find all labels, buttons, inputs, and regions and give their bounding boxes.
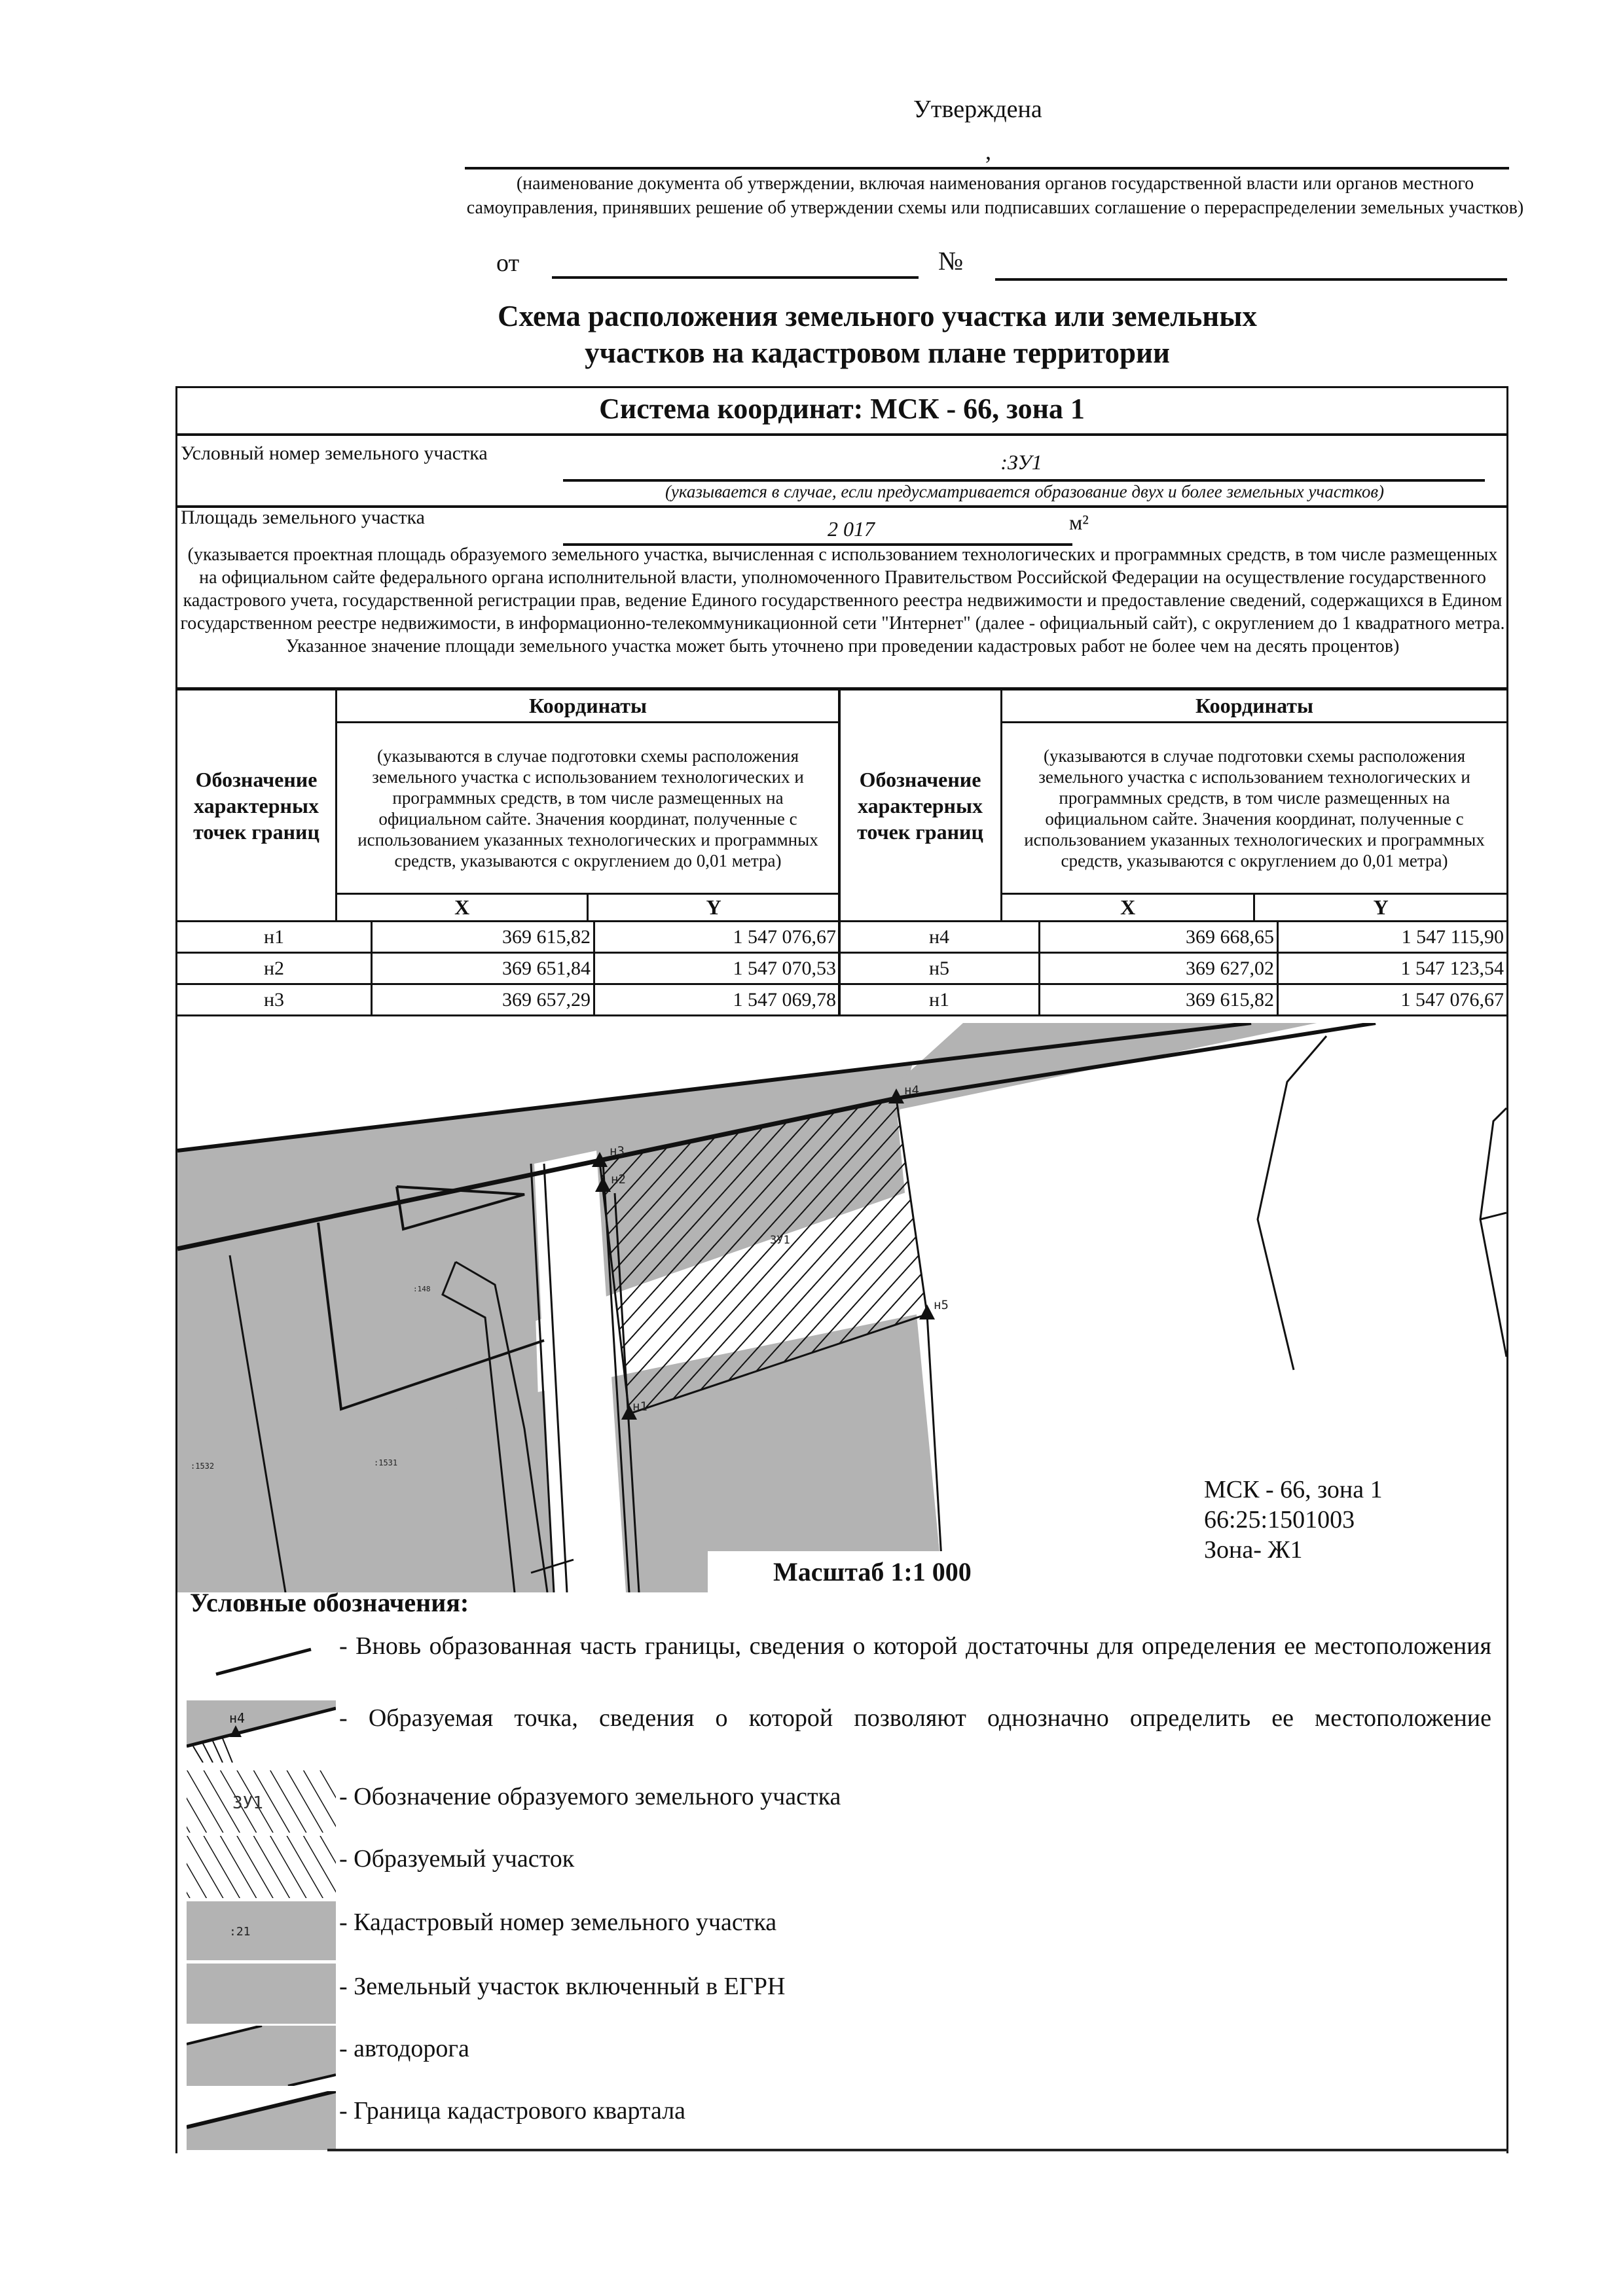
point-cell: н1	[177, 922, 372, 953]
coords-header: Координаты	[1002, 690, 1508, 723]
svg-text:ЗУ1: ЗУ1	[232, 1793, 263, 1813]
formed-parcel-icon	[187, 1836, 336, 1898]
quarter-boundary-icon	[187, 2091, 336, 2150]
legend-item-parcel-designation: - Обозначение образуемого земельного участка	[339, 1783, 841, 1810]
x-header: X	[337, 894, 588, 922]
approved-heading: Утверждена	[913, 96, 1042, 123]
legend-item-egrn-parcel: - Земельный участок включенный в ЕГРН	[339, 1973, 786, 2000]
table-row	[177, 953, 840, 984]
sample-label: н4	[229, 1710, 246, 1726]
title-line-2: участков на кадастровом плане территории	[585, 336, 1170, 369]
parcel-designation-icon	[187, 1770, 336, 1833]
cadastral-map	[177, 1023, 1506, 1592]
number-label: №	[938, 246, 964, 276]
x-header: X	[1002, 894, 1254, 922]
parcel-number-label: Условный номер земельного участка	[181, 442, 488, 464]
approval-note: (наименование документа об утверждении, включая наименования органов государственной власти или органов местного самоуправления, принявших решение об утверждении схемы или подписавших соглашение о перераспределении земельных участков)	[466, 173, 1524, 218]
parcel-area-label: Площадь земельного участка	[181, 507, 425, 528]
new-boundary-line-icon	[187, 1630, 336, 1682]
y-cell: 1 547 069,78	[594, 984, 840, 1016]
approval-document-line[interactable]	[465, 167, 1509, 170]
point-cell: н2	[177, 953, 372, 984]
point-label-n4: н4	[904, 1083, 919, 1098]
y-cell: 1 547 070,53	[594, 953, 840, 984]
point-cell: н3	[177, 984, 372, 1016]
legend-item-quarter-boundary: - Граница кадастрового квартала	[339, 2097, 686, 2125]
document-title	[367, 298, 1388, 371]
y-cell: 1 547 115,90	[1278, 922, 1508, 953]
map-info-crs: МСК - 66, зона 1	[1204, 1476, 1383, 1503]
x-cell: 369 651,84	[372, 953, 594, 984]
point-cell: н1	[839, 984, 1040, 1016]
coords-table-right	[838, 689, 1508, 922]
title-line-1: Схема расположения земельного участка или земельных	[498, 300, 1257, 332]
point-header: Обозначение характерных точек границ	[177, 690, 337, 922]
road-icon	[187, 2026, 336, 2086]
parcel-area-note: (указывается проектная площадь образуемого земельного участка, вычисленная с использованием технологических и программных средств, в том числе размещенных на официальном сайте федерального органа исполнительной власти, уполномоченного Правительством Российской Федерации на осуществление государственного кадастрового учета, государственной регистрации прав, ведение Единого государственного реестра недвижимости и предоставление сведений, содержащихся в Едином государственном реестре недвижимости, в информационно-телекоммуникационной сети "Интернет" (далее - официальный сайт), с округлением до 1 квадратного метра. Указанное значение площади земельного участка может быть уточнено при проведении кадастровых работ не более чем на десять процентов)	[180, 545, 1505, 656]
x-cell: 369 615,82	[372, 922, 594, 953]
neighbor-label-148: :148	[413, 1285, 431, 1293]
parcel-label-zu1: ЗУ1	[770, 1234, 790, 1247]
coordinate-system-heading: Система координат: МСК - 66, зона 1	[175, 386, 1508, 436]
svg-text::21: :21	[229, 1925, 251, 1939]
legend-item-road: - автодорога	[339, 2035, 469, 2062]
date-label: от	[496, 249, 520, 277]
formed-point-icon	[187, 1700, 336, 1763]
y-cell: 1 547 076,67	[594, 922, 840, 953]
point-label-n5: н5	[934, 1298, 949, 1312]
legend-item-formed-parcel: - Образуемый участок	[339, 1845, 575, 1873]
point-cell: н4	[839, 922, 1040, 953]
y-cell: 1 547 123,54	[1278, 953, 1508, 984]
x-cell: 369 657,29	[372, 984, 594, 1016]
table-row	[177, 922, 840, 953]
coords-note: (указываются в случае подготовки схемы расположения земельного участка с использованием технологических и программных средств, в том числе размещенных на официальном сайте. Значения координат, полученные с использованием указанных технологических и программных средств, указываются с округлением до 0,01 метра)	[337, 723, 840, 894]
x-cell: 369 627,02	[1040, 953, 1278, 984]
date-field-line[interactable]	[552, 276, 919, 279]
legend-item-formed-point: - Образуемая точка, сведения о которой позволяют однозначно определить ее местоположение	[339, 1704, 1491, 1732]
approval-comma: ,	[985, 138, 991, 164]
frame-bottom-line	[327, 2149, 1508, 2151]
coords-header: Координаты	[337, 690, 840, 723]
table-row	[839, 922, 1508, 953]
y-cell: 1 547 076,67	[1278, 984, 1508, 1016]
legend-title: Условные обозначения:	[190, 1588, 469, 1617]
parcel-number-value: :ЗУ1	[1000, 450, 1042, 474]
legend-item-cadastral-number: - Кадастровый номер земельного участка	[339, 1909, 777, 1936]
x-cell: 369 615,82	[1040, 984, 1278, 1016]
x-cell: 369 668,65	[1040, 922, 1278, 953]
map-info-zone: Зона- Ж1	[1204, 1536, 1303, 1564]
y-header: Y	[1254, 894, 1508, 922]
egrn-parcel-icon	[187, 1964, 336, 2024]
point-label-n3: н3	[610, 1144, 625, 1158]
cadastral-number-icon	[187, 1901, 336, 1960]
coords-note: (указываются в случае подготовки схемы расположения земельного участка с использованием технологических и программных средств, в том числе размещенных на официальном сайте. Значения координат, полученные с использованием указанных технологических и программных средств, указываются с округлением до 0,01 метра)	[1002, 723, 1508, 894]
neighbor-label-1531: :1531	[374, 1458, 398, 1467]
table-row	[839, 984, 1508, 1016]
point-label-n1: н1	[632, 1399, 647, 1414]
y-header: Y	[588, 894, 840, 922]
point-label-n2: н2	[611, 1172, 626, 1187]
map-info-quarter: 66:25:1501003	[1204, 1506, 1355, 1534]
table-row	[839, 953, 1508, 984]
point-cell: н5	[839, 953, 1040, 984]
coords-rows-right	[838, 920, 1508, 1016]
coords-rows-left	[175, 920, 841, 1016]
parcel-number-note: (указывается в случае, если предусматривается образование двух и более земельных участков)	[665, 482, 1385, 501]
number-field-line[interactable]	[995, 278, 1507, 281]
neighbor-label-1532: :1532	[191, 1462, 215, 1471]
map-scale: Масштаб 1:1 000	[773, 1557, 972, 1587]
point-header: Обозначение характерных точек границ	[839, 690, 1002, 922]
map-info	[1204, 1475, 1383, 1565]
legend-item-new-boundary: - Вновь образованная часть границы, сведения о которой достаточны для определения ее местоположения	[339, 1632, 1491, 1660]
table-row	[177, 984, 840, 1016]
open-area	[898, 1023, 1506, 1592]
parcel-area-value: 2 017	[828, 517, 875, 541]
coords-table-left	[175, 689, 841, 922]
area-unit: м²	[1069, 511, 1089, 534]
